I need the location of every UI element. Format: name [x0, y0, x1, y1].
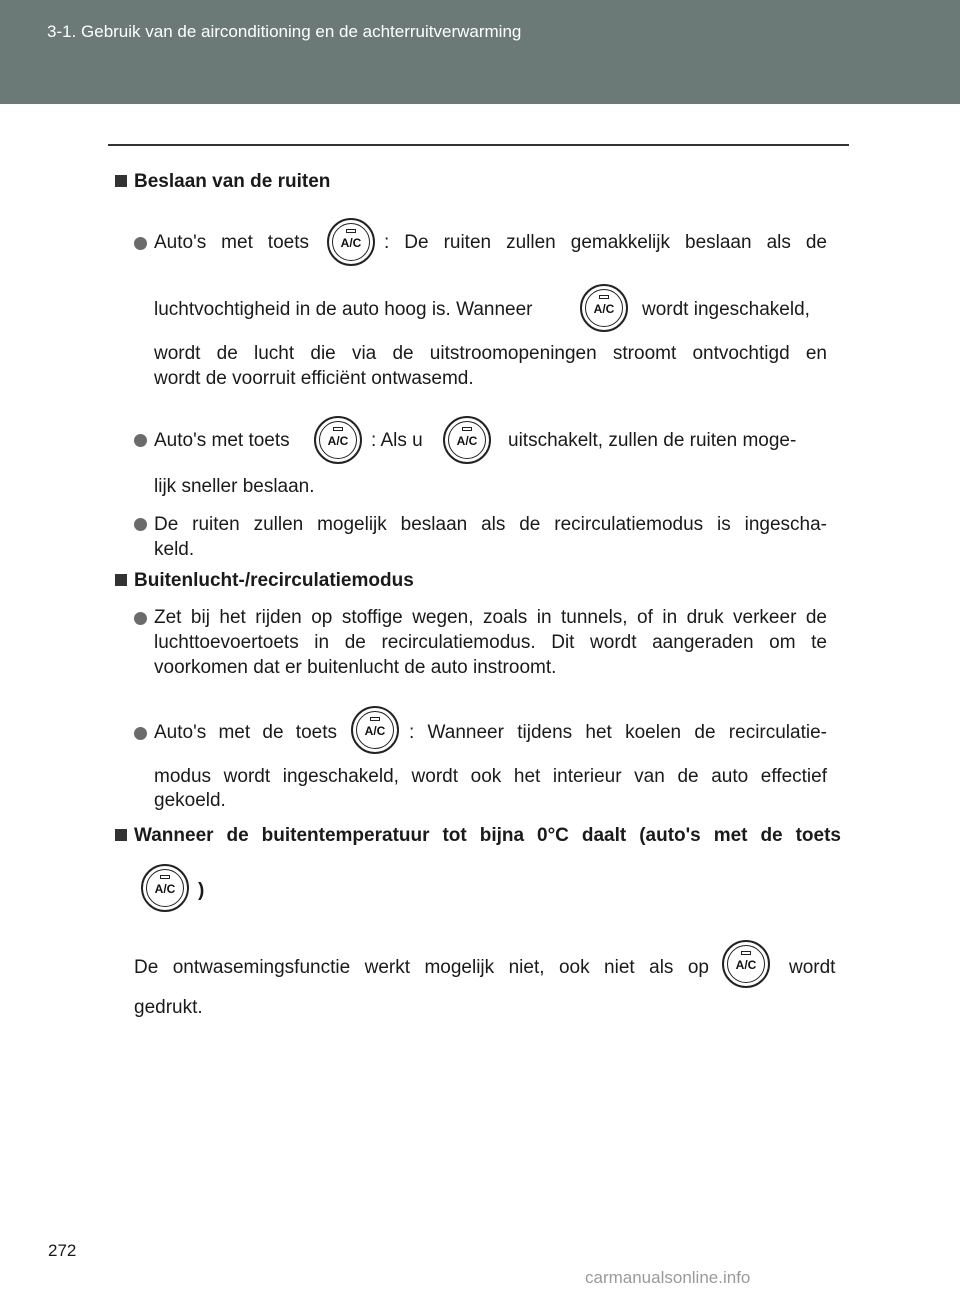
text-line: luchttoevoertoets in de recirculatiemodus. Dit wordt aangeraden om te [154, 632, 827, 653]
text-line: Auto's met de toets [154, 722, 337, 743]
section-heading: Beslaan van de ruiten [134, 171, 331, 192]
section-marker [115, 574, 127, 586]
ac-button-icon: A/C [722, 940, 770, 988]
text-line: gekoeld. [154, 790, 226, 811]
text-line: wordt ingeschakeld, [642, 299, 810, 320]
text-line: gedrukt. [134, 997, 203, 1018]
page-number: 272 [48, 1241, 77, 1260]
chapter-header [0, 0, 960, 104]
text-line: voorkomen dat er buitenlucht de auto instroomt. [154, 657, 557, 678]
bullet-dot [134, 727, 147, 740]
text-line: Auto's met toets [154, 430, 290, 451]
section-heading: Buitenlucht-/recirculatiemodus [134, 570, 414, 591]
text-line: : Als u [371, 430, 423, 451]
watermark: carmanualsonline.info [585, 1268, 751, 1287]
ac-button-icon: A/C [314, 416, 362, 464]
text-line: uitschakelt, zullen de ruiten moge- [508, 430, 797, 451]
text-line: Zet bij het rijden op stoffige wegen, zoals in tunnels, of in druk verkeer de [154, 607, 827, 628]
bullet-dot [134, 434, 147, 447]
divider [108, 144, 849, 146]
ac-button-icon: A/C [327, 218, 375, 266]
section-heading-end: ) [198, 880, 205, 901]
section-heading: Wanneer de buitentemperatuur tot bijna 0°C daalt (auto's met de toets [134, 825, 841, 846]
section-marker [115, 829, 127, 841]
text-line: : Wanneer tijdens het koelen de recirculatie- [409, 722, 827, 743]
text-line: : De ruiten zullen gemakkelijk beslaan als de [384, 232, 827, 253]
ac-button-icon: A/C [443, 416, 491, 464]
text-line: wordt de lucht die via de uitstroomopeningen stroomt ontvochtigd en [154, 343, 827, 364]
text-line: wordt [789, 957, 836, 978]
bullet-dot [134, 518, 147, 531]
section-marker [115, 175, 127, 187]
ac-button-icon: A/C [141, 864, 189, 912]
text-line: lijk sneller beslaan. [154, 476, 315, 497]
text-line: wordt de voorruit efficiënt ontwasemd. [154, 368, 474, 389]
ac-button-icon: A/C [580, 284, 628, 332]
text-line: luchtvochtigheid in de auto hoog is. Wanneer [154, 299, 533, 320]
text-line: Auto's met toets [154, 232, 309, 253]
text-line: keld. [154, 539, 195, 560]
bullet-dot [134, 612, 147, 625]
text-line: De ontwasemingsfunctie werkt mogelijk niet, ook niet als op [134, 957, 709, 978]
text-line: modus wordt ingeschakeld, wordt ook het interieur van de auto effectief [154, 766, 827, 787]
chapter-title: 3-1. Gebruik van de airconditioning en de achterruitverwarming [47, 22, 522, 41]
text-line: De ruiten zullen mogelijk beslaan als de recirculatiemodus is ingescha- [154, 514, 827, 535]
bullet-dot [134, 237, 147, 250]
ac-button-icon: A/C [351, 706, 399, 754]
